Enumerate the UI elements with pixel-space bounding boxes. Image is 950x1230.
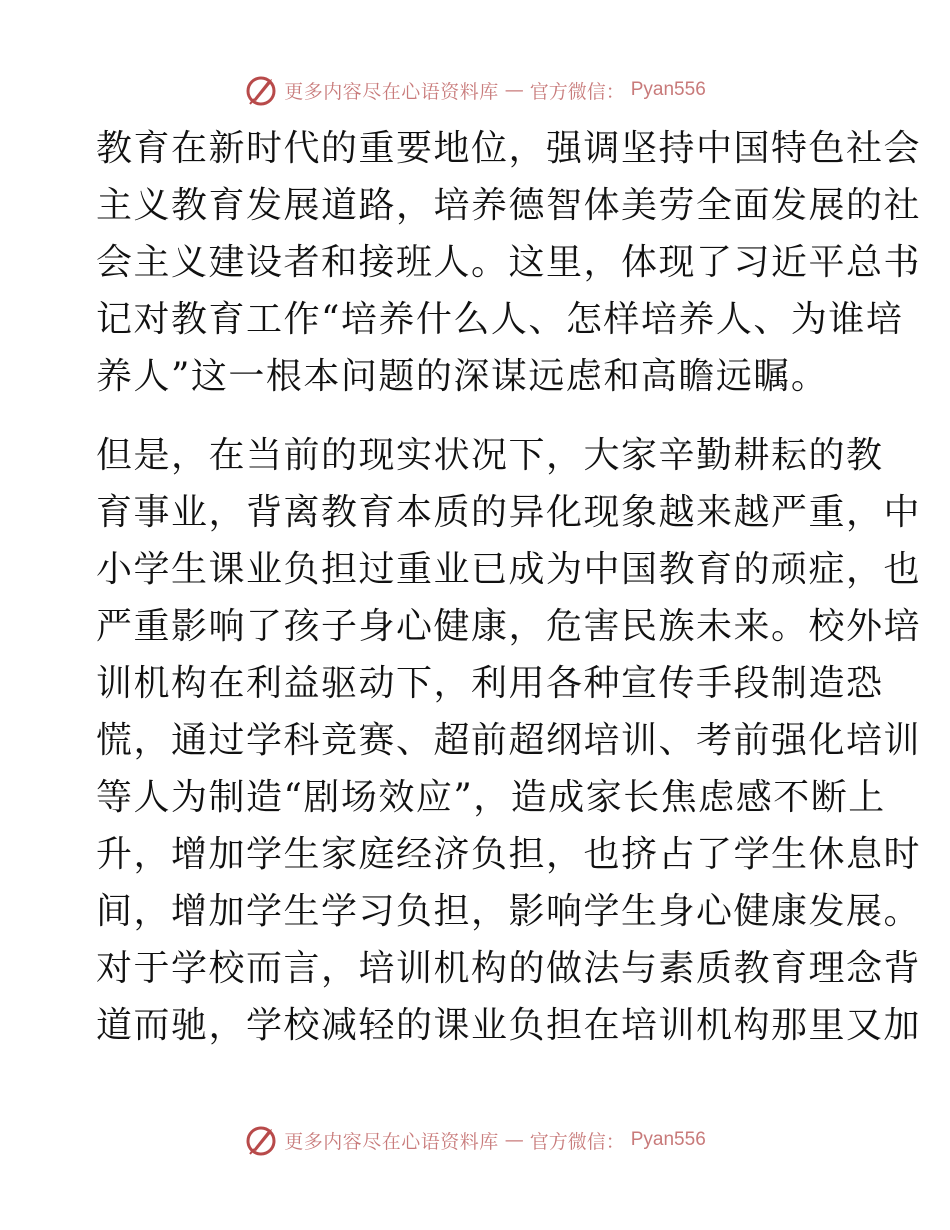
watermark-label: 官方微信： [529, 80, 625, 103]
text-line: 对于学校而言，培训机构的做法与素质教育理念背 [96, 948, 922, 989]
text-line: 间，增加学生学习负担，影响学生身心健康发展。 [96, 891, 922, 932]
watermark-separator: — [504, 1129, 524, 1151]
paragraph-2 [96, 427, 922, 1054]
text-line: 训机构在利益驱动下，利用各种宣传手段制造恐 [96, 663, 884, 704]
quill-logo-icon [244, 73, 278, 107]
watermark-text: 更多内容尽在心语资料库 [284, 1130, 499, 1153]
header-watermark [0, 70, 950, 110]
watermark-label: 官方微信： [529, 1130, 625, 1153]
footer-watermark [0, 1120, 950, 1160]
watermark-account: Pyan556 [630, 1129, 706, 1150]
text-line: 升，增加学生家庭经济负担，也挤占了学生休息时 [96, 834, 922, 875]
paragraph-1 [96, 120, 922, 405]
text-line: 养人”这一根本问题的深谋远虑和高瞻远瞩。 [96, 356, 829, 397]
text-line: 教育在新时代的重要地位，强调坚持中国特色社会 [96, 128, 922, 169]
text-line: 记对教育工作“培养什么人、怎样培养人、为谁培 [96, 299, 904, 340]
text-line: 但是，在当前的现实状况下，大家辛勤耕耘的教 [96, 435, 884, 476]
text-line: 主义教育发展道路，培养德智体美劳全面发展的社 [96, 185, 922, 226]
text-line: 小学生课业负担过重业已成为中国教育的顽症，也 [96, 549, 922, 590]
watermark-account: Pyan556 [630, 79, 706, 100]
watermark-text: 更多内容尽在心语资料库 [284, 80, 499, 103]
text-line: 会主义建设者和接班人。这里，体现了习近平总书 [96, 242, 922, 283]
quill-logo-icon [244, 1123, 278, 1157]
document-body [96, 120, 922, 1054]
watermark-separator: — [504, 79, 524, 101]
text-line: 育事业，背离教育本质的异化现象越来越严重，中 [96, 492, 922, 533]
text-line: 道而驰，学校减轻的课业负担在培训机构那里又加 [96, 1005, 922, 1046]
text-line: 慌，通过学科竞赛、超前超纲培训、考前强化培训 [96, 720, 922, 761]
text-line: 严重影响了孩子身心健康，危害民族未来。校外培 [96, 606, 922, 647]
paragraph-gap [96, 405, 856, 427]
text-line: 等人为制造“剧场效应”，造成家长焦虑感不断上 [96, 777, 886, 818]
